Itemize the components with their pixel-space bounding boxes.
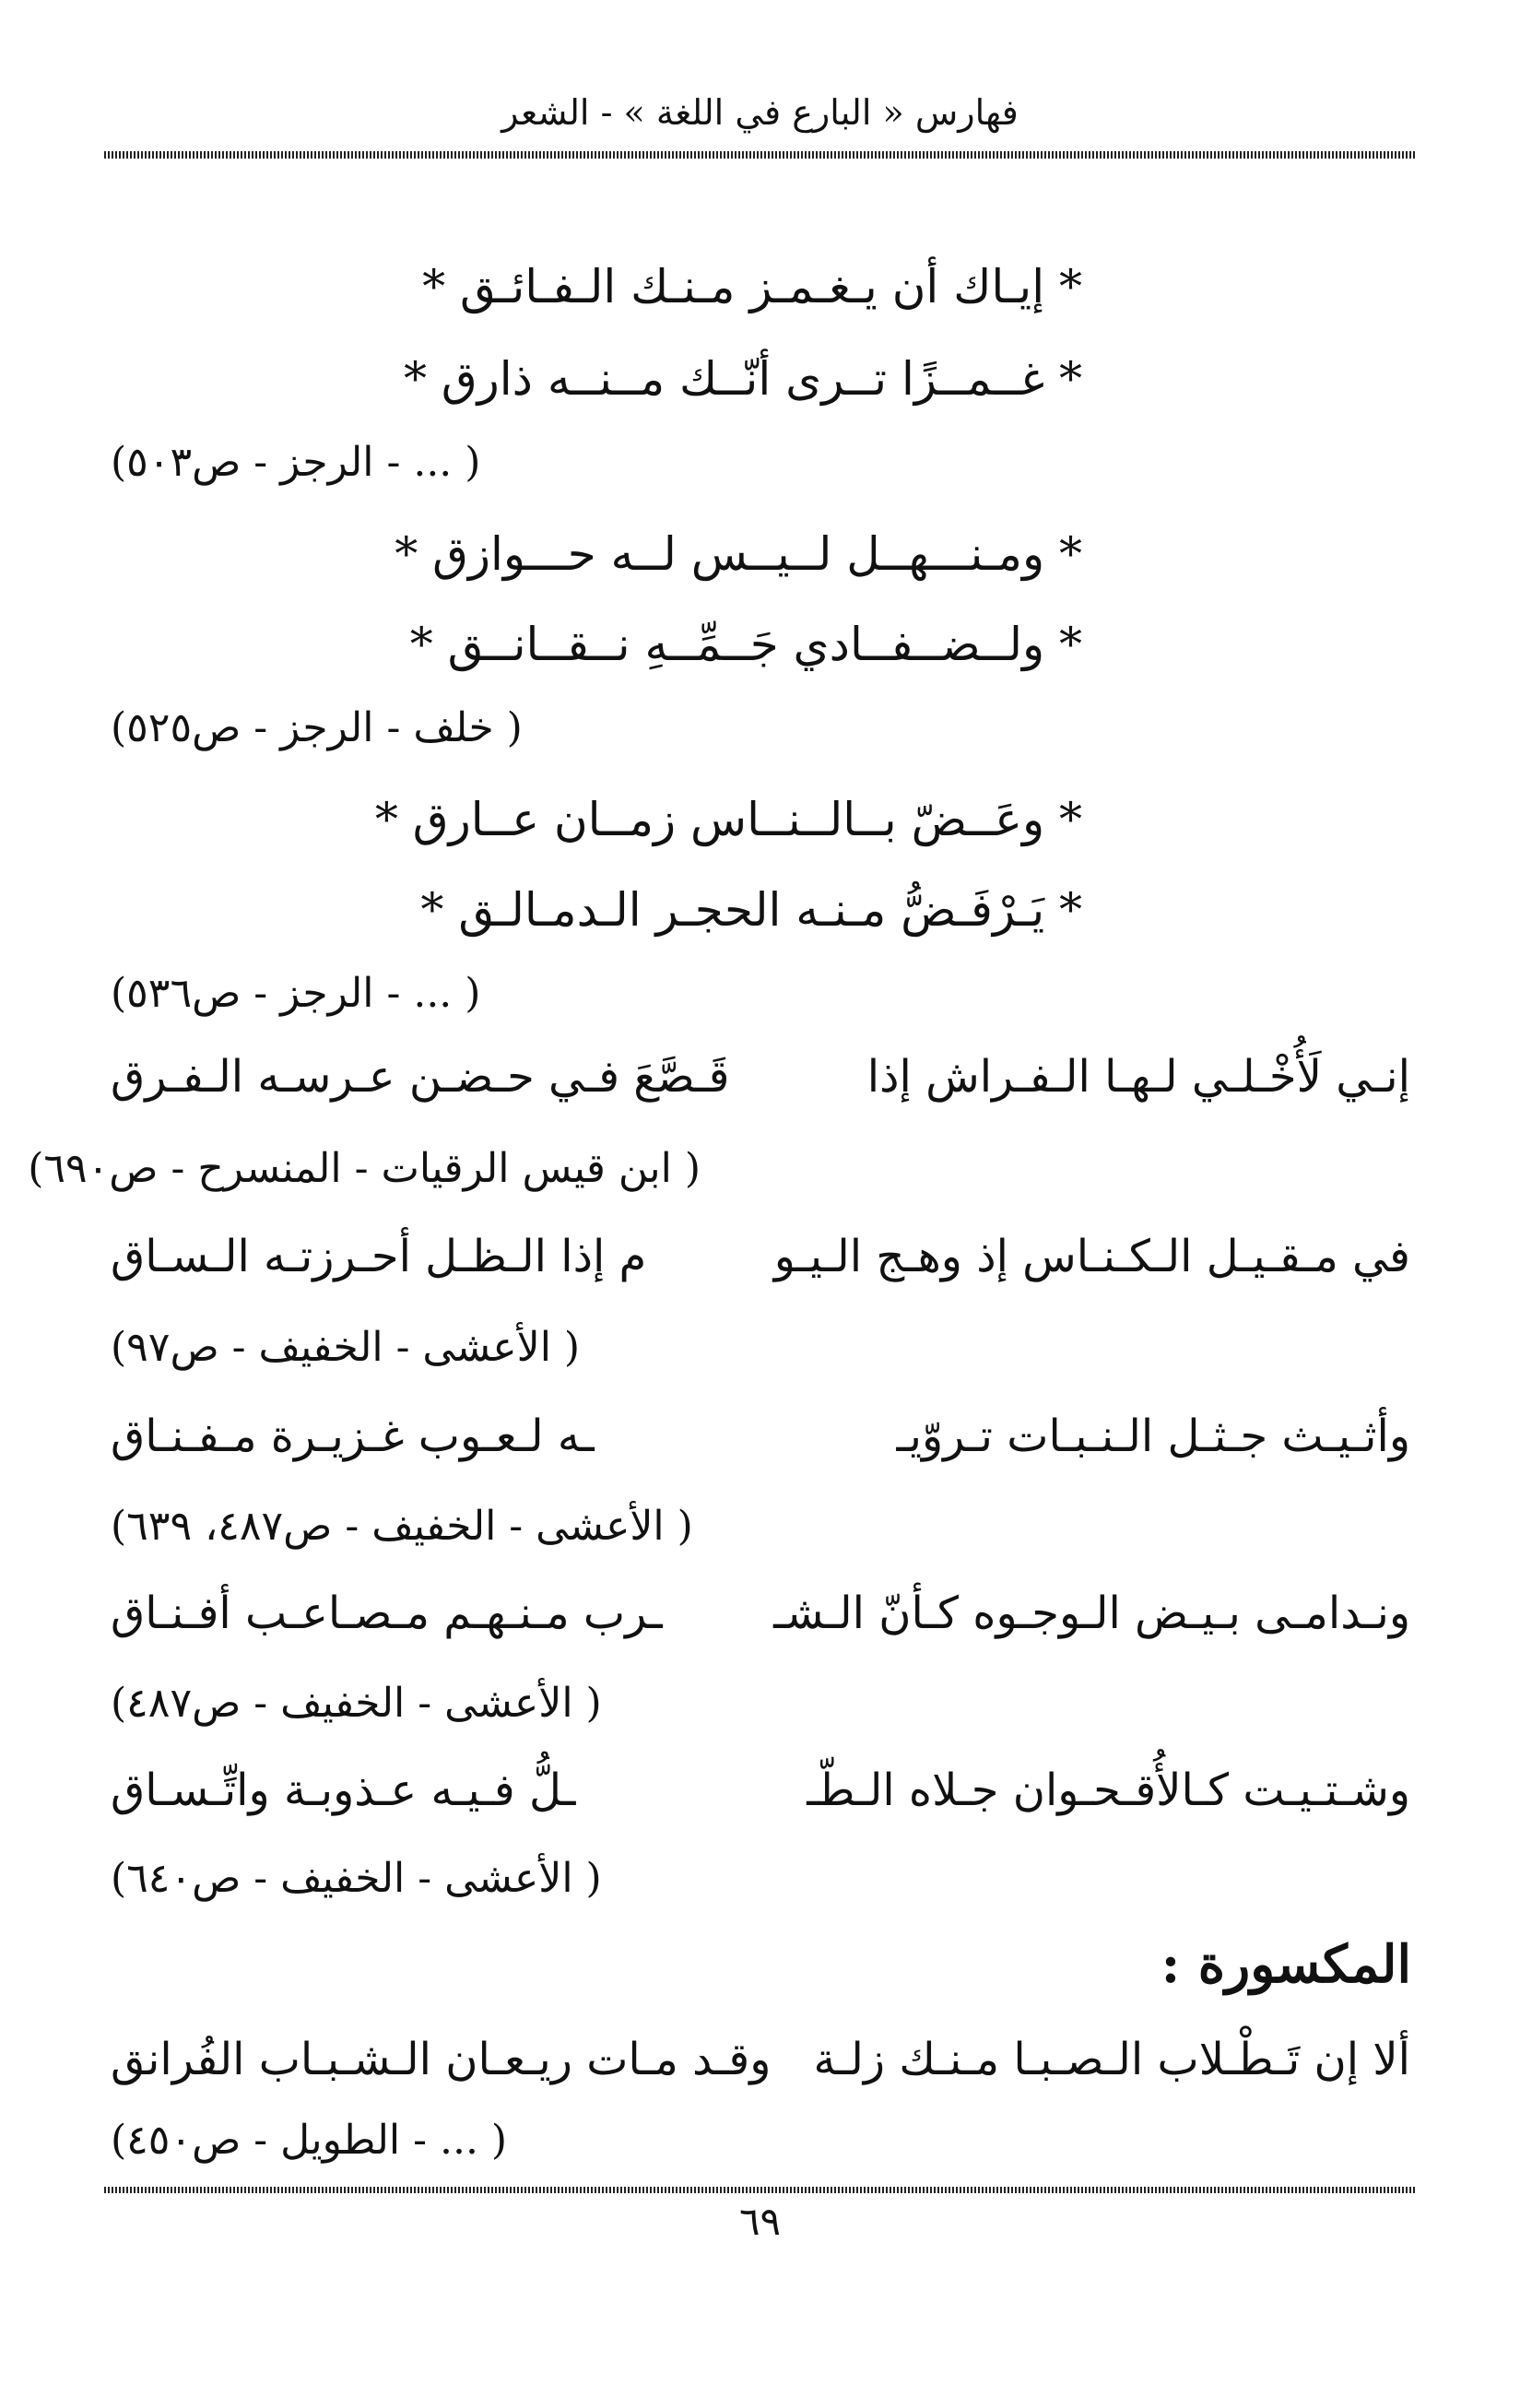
rajaz-line: * ومـنـــهــل لــيــس لــه حـــوازق * [395, 527, 1082, 581]
verse-source: ( ... - الرجز - ص٥٠٣) [111, 439, 481, 486]
section-heading: المكسورة : [1161, 1934, 1411, 1995]
rajaz-line: * يَـرْفَـضُّ مـنـه الحجـر الـدمـالـق * [420, 883, 1082, 937]
verse-second-hemistich: وقـد مـات ريـعـان الـشـبـاب الفُرانق [111, 2034, 772, 2085]
rajaz-line: * إيـاك أن يـغـمـز مـنـك الـفـائـق * [422, 260, 1082, 313]
page-header: فهارس « البارع في اللغة » - الشعر [501, 92, 1019, 133]
verse-first-hemistich: ونـدامـى بـيـض الـوجـوه كـأنّ الـشـ [773, 1588, 1410, 1639]
verse-second-hemistich: ـلُّ فـيـه عـذوبـة واتِّـسـاق [111, 1765, 576, 1816]
verse-second-hemistich: ـه لـعـوب غـزيـرة مـفـنـاق [111, 1411, 595, 1462]
verse-second-hemistich: ـرب مـنـهـم مـصـاعـب أفـنـاق [111, 1588, 663, 1639]
verse-source: ( ... - الرجز - ص٥٣٦) [111, 970, 481, 1017]
rajaz-line: * غــمــزًا تــرى أنّــك مــنــه ذارق * [403, 352, 1082, 406]
verse-first-hemistich: إنـي لَأُخْـلـي لـهـا الـفـراش إذا [866, 1051, 1410, 1103]
verse-first-hemistich: وشـتـيـت كـالأُقـحـوان جـلاه الـطّـ [807, 1765, 1410, 1816]
verse-source: ( خلف - الرجز - ص٥٢٥) [111, 704, 523, 751]
verse-source: ( الأعشى - الخفيف - ص٤٨٧، ٦٣٩) [111, 1503, 693, 1550]
rajaz-line: * ولــضــفــادي جَــمِّــهِ نــقــانــق * [409, 618, 1082, 671]
footer-rule [104, 2187, 1415, 2193]
verse-first-hemistich: وأثـيـث جـثـل الـنـبـات تـروّيـ [896, 1411, 1410, 1462]
verse-source: ( ابن قيس الرقيات - المنسرح - ص٦٩٠) [28, 1145, 701, 1192]
verse-second-hemistich: م إذا الـظـل أحـرزتـه الـسـاق [111, 1231, 647, 1282]
verse-first-hemistich: في مـقـيـل الـكـنـاس إذ وهـج الـيـو [773, 1231, 1410, 1282]
verse-source: ( ... - الطويل - ص٤٥٠) [111, 2117, 508, 2164]
page-number: ٦٩ [738, 2199, 782, 2244]
verse-source: ( الأعشى - الخفيف - ص٩٧) [111, 1324, 581, 1371]
header-rule [104, 151, 1415, 159]
verse-second-hemistich: قَـصَّعَ فـي حـضـن عـرسـه الـفـرق [111, 1051, 730, 1103]
verse-first-hemistich: ألا إن تَـطْـلاب الـصـبـا مـنـك زلـة [813, 2034, 1410, 2085]
verse-source: ( الأعشى - الخفيف - ص٦٤٠) [111, 1855, 602, 1902]
rajaz-line: * وعَــضّ بــالــنــاس زمــان عــارق * [374, 793, 1082, 846]
verse-source: ( الأعشى - الخفيف - ص٤٨٧) [111, 1680, 602, 1727]
